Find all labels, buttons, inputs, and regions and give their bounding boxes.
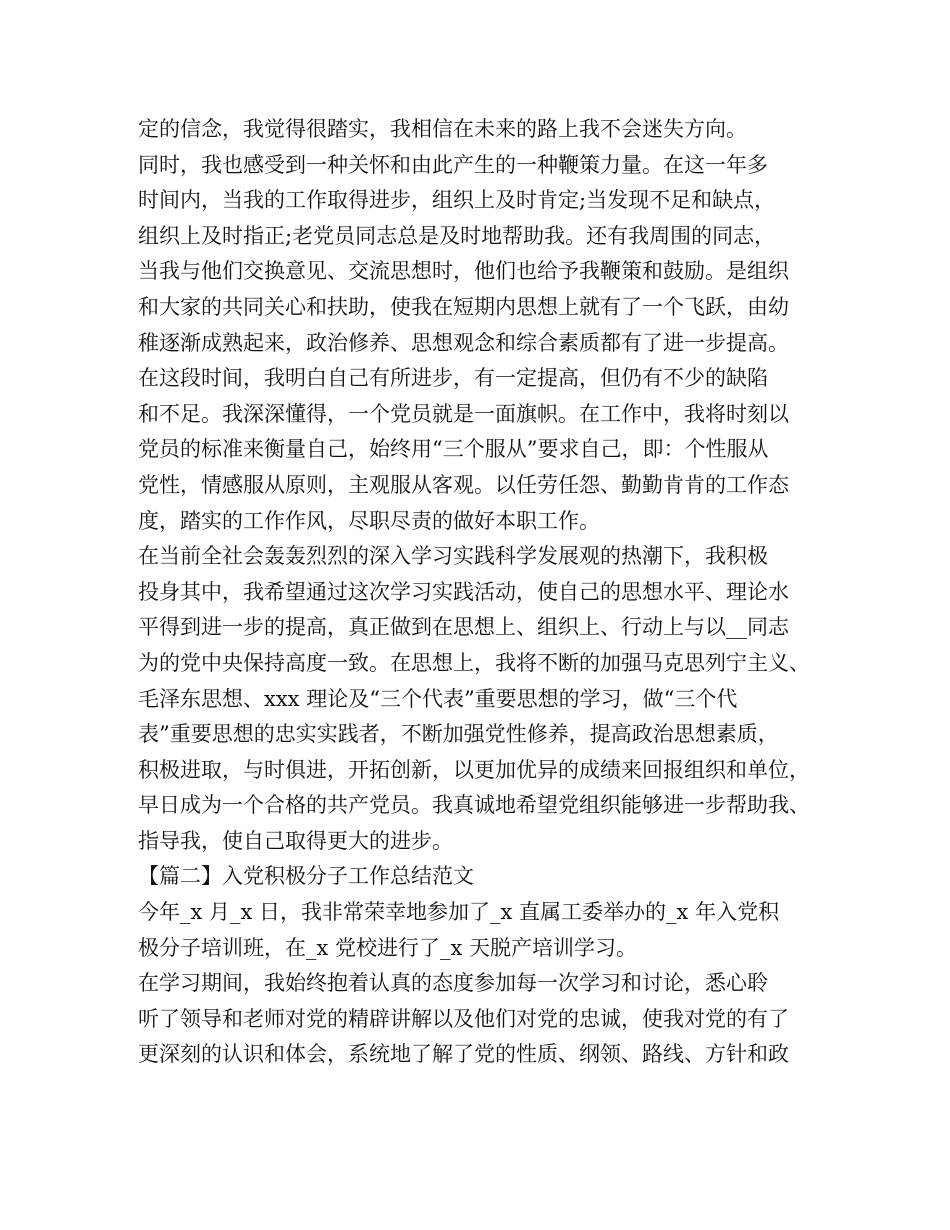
document-body — [138, 112, 828, 1073]
text-line: 在当前全社会轰轰烈烈的深入学习实践科学发展观的热潮下，我积极 — [138, 544, 768, 569]
text-line: 在这段时间，我明白自己有所进步，有一定提高，但仍有不少的缺陷 — [138, 366, 768, 391]
text-line: 党性，情感服从原则，主观服从客观。以任劳任怨、勤勤肯肯的工作态 — [138, 472, 789, 497]
text-line: 平得到进一步的提高，真正做到在思想上、组织上、行动上与以__同志 — [138, 615, 789, 640]
text-line: 听了领导和老师对党的精辟讲解以及他们对党的忠诚，使我对党的有了 — [138, 1006, 789, 1031]
text-line: 毛泽东思想、xxx 理论及“三个代表”重要思想的学习，做“三个代 — [138, 686, 738, 711]
text-line: 今年_x 月_x 日，我非常荣幸地参加了_x 直属工委举办的_x 年入党积 — [138, 900, 780, 925]
text-line: 和不足。我深深懂得，一个党员就是一面旗帜。在工作中，我将时刻以 — [138, 401, 789, 426]
section-heading: 【篇二】入党积极分子工作总结范文 — [138, 864, 474, 889]
text-line: 当我与他们交换意见、交流思想时，他们也给予我鞭策和鼓励。是组织 — [138, 259, 789, 284]
text-line: 时间内，当我的工作取得进步，组织上及时肯定;当发现不足和缺点， — [138, 188, 776, 213]
text-line: 极分子培训班，在_x 党校进行了_x 天脱产培训学习。 — [138, 935, 638, 960]
text-line: 定的信念，我觉得很踏实，我相信在未来的路上我不会迷失方向。 — [138, 117, 747, 141]
text-line: 同时，我也感受到一种关怀和由此产生的一种鞭策力量。在这一年多 — [138, 152, 768, 177]
text-line: 指导我，使自己取得更大的进步。 — [138, 828, 453, 853]
text-line: 党员的标准来衡量自己，始终用“三个服从”要求自己，即：个性服从 — [138, 437, 769, 462]
text-line: 在学习期间，我始终抱着认真的态度参加每一次学习和讨论，悉心聆 — [138, 971, 768, 996]
text-line: 更深刻的认识和体会，系统地了解了党的性质、纲领、路线、方针和政 — [138, 1042, 789, 1067]
text-line: 稚逐渐成熟起来，政治修养、思想观念和综合素质都有了进一步提高。 — [138, 330, 789, 355]
text-line: 度，踏实的工作作风，尽职尽责的做好本职工作。 — [138, 508, 600, 533]
text-line: 为的党中央保持高度一致。在思想上，我将不断的加强马克思列宁主义、 — [138, 650, 810, 675]
text-line: 积极进取，与时俱进，开拓创新，以更加优异的成绩来回报组织和单位， — [138, 757, 810, 782]
text-line: 投身其中，我希望通过这次学习实践活动，使自己的思想水平、理论水 — [138, 579, 789, 604]
text-line: 和大家的共同关心和扶助，使我在短期内思想上就有了一个飞跃，由幼 — [138, 294, 789, 319]
text-line: 早日成为一个合格的共产党员。我真诚地希望党组织能够进一步帮助我、 — [138, 793, 810, 818]
text-line: 组织上及时指正;老党员同志总是及时地帮助我。还有我周围的同志， — [138, 223, 776, 248]
text-line: 表”重要思想的忠实实践者，不断加强党性修养，提高政治思想素质， — [138, 722, 779, 747]
